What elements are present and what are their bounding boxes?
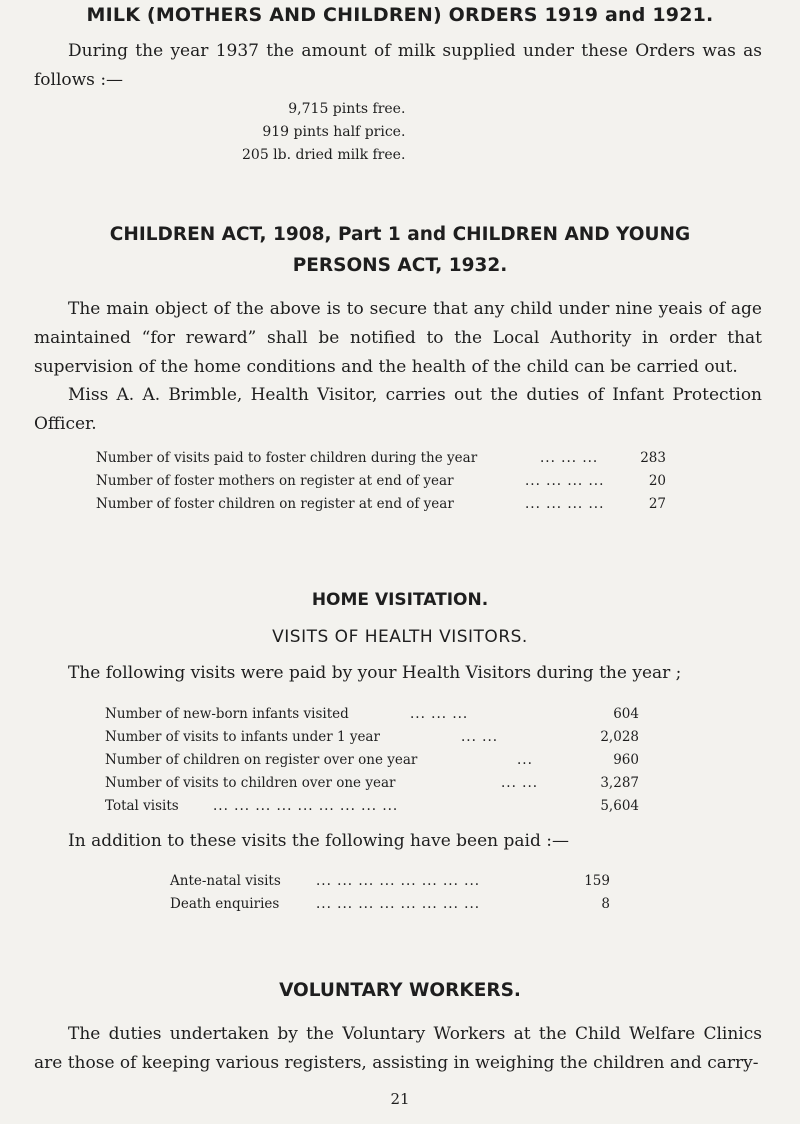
leader-dots: ... ... ... ... ... ... ... ... [316, 873, 481, 889]
children-act-paragraph: The main object of the above is to secure that any child under nine yeais of age maintained “for reward” shall be notified to the Local Authority in order that supervision of the home conditions and the health of the child can be carried out. [34, 299, 762, 377]
table-row [96, 447, 666, 470]
voluntary-workers-heading: VOLUNTARY WORKERS. [279, 980, 521, 1001]
stat-label: Number of foster mothers on register at end of year [96, 473, 454, 489]
table-row [105, 772, 639, 795]
stat-value: 960 [613, 752, 639, 768]
children-act-heading-line2: PERSONS ACT, 1932. [292, 255, 508, 276]
foster-stats-table [96, 447, 666, 516]
stat-value: 604 [613, 706, 639, 722]
milk-item-half-price: 919 pints half price. [262, 124, 406, 140]
table-row [105, 726, 639, 749]
milk-orders-heading: MILK (MOTHERS AND CHILDREN) ORDERS 1919 and 1921. [86, 4, 714, 26]
table-row [170, 870, 610, 893]
stat-value: 3,287 [600, 775, 639, 791]
leader-dots: ... ... ... ... [525, 496, 605, 512]
stat-label: Ante-natal visits [170, 873, 281, 889]
leader-dots: ... ... [501, 775, 539, 791]
home-visitation-heading: HOME VISITATION. [311, 590, 489, 610]
stat-label: Number of visits paid to foster children during the year [96, 450, 478, 466]
stat-value: 2,028 [600, 729, 639, 745]
stat-value: 27 [648, 496, 666, 512]
stat-value: 283 [640, 450, 666, 466]
stat-label: Number of children on register over one year [105, 752, 418, 768]
additional-visits-intro: In addition to these visits the following have been paid :— [68, 831, 570, 851]
leader-dots: ... [517, 752, 533, 768]
stat-value: 8 [601, 896, 610, 912]
voluntary-workers-paragraph: The duties undertaken by the Voluntary Workers at the Child Welfare Clinics are those of keeping various registers, assisting in weighing the children and carry- [34, 1024, 762, 1073]
milk-item-free-pints: 9,715 pints free. [288, 101, 406, 117]
leader-dots: ... ... ... ... ... ... ... ... ... [213, 798, 399, 814]
table-row [170, 893, 610, 916]
visits-intro-paragraph: The following visits were paid by your Health Visitors during the year ; [68, 663, 682, 683]
milk-intro-paragraph: During the year 1937 the amount of milk supplied under these Orders was as follows :— [34, 41, 762, 90]
table-row [96, 493, 666, 516]
leader-dots: ... ... [461, 729, 499, 745]
stat-value: 159 [584, 873, 610, 889]
leader-dots: ... ... ... [410, 706, 469, 722]
stat-label: Number of visits to infants under 1 year [105, 729, 380, 745]
leader-dots: ... ... ... ... ... ... ... ... [316, 896, 481, 912]
health-visitors-subheading: VISITS OF HEALTH VISITORS. [272, 627, 528, 647]
milk-supply-list [242, 98, 405, 167]
stat-label: Number of foster children on register at end of year [96, 496, 454, 512]
table-row [96, 470, 666, 493]
leader-dots: ... ... ... [540, 450, 599, 466]
leader-dots: ... ... ... ... [525, 473, 605, 489]
children-act-heading-line1: CHILDREN ACT, 1908, Part 1 and CHILDREN AND YOUNG [109, 224, 691, 245]
stat-label: Number of new-born infants visited [105, 706, 349, 722]
stat-value: 5,604 [600, 798, 639, 814]
stat-value: 20 [648, 473, 666, 489]
stat-label: Number of visits to children over one year [105, 775, 396, 791]
table-row [105, 749, 639, 772]
stat-label: Death enquiries [170, 896, 280, 912]
table-row [105, 703, 639, 726]
stat-label: Total visits [105, 798, 179, 814]
page-number: 21 [390, 1090, 410, 1108]
table-row [105, 795, 639, 818]
milk-item-dried-milk: 205 lb. dried milk free. [242, 147, 406, 163]
infant-protection-paragraph: Miss A. A. Brimble, Health Visitor, carries out the duties of Infant Protection Officer. [34, 385, 762, 434]
additional-visits-table [170, 870, 610, 916]
health-visits-table [105, 703, 639, 818]
